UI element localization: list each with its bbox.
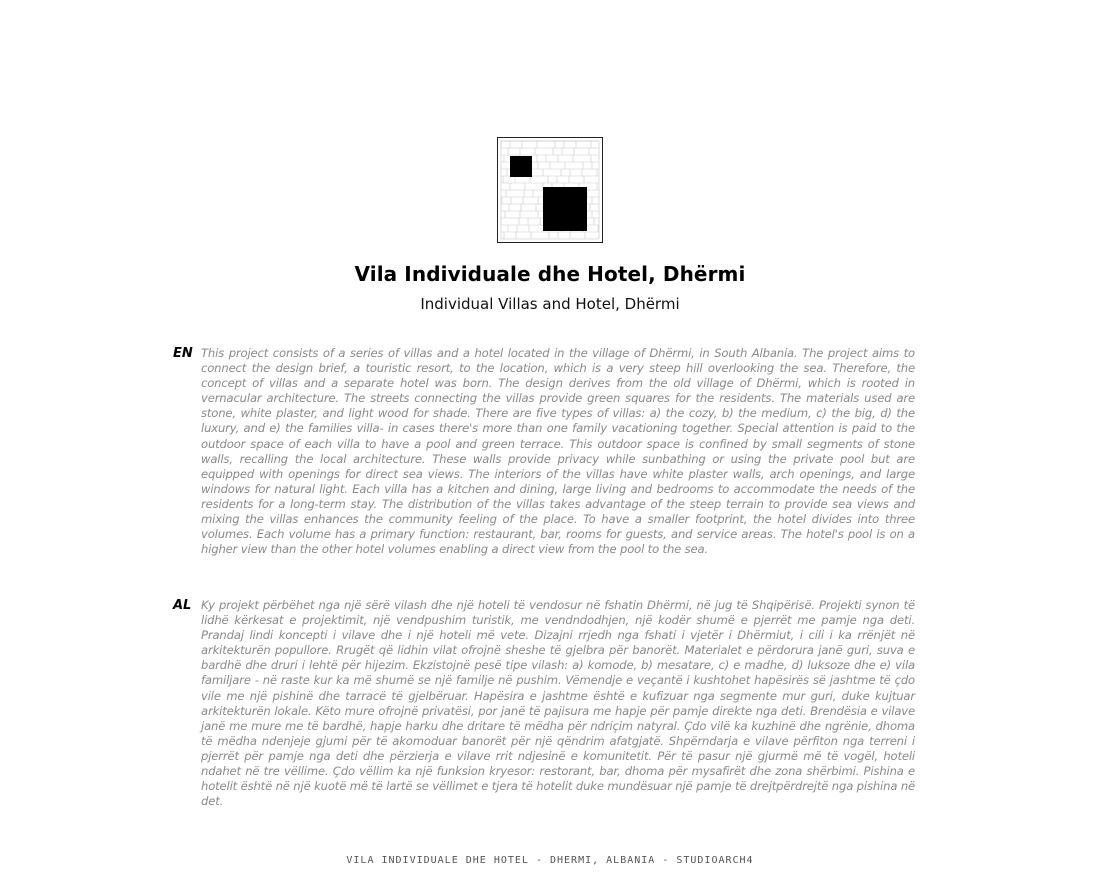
description-albanian: Ky projekt përbëhet nga një sërë vilash dhe një hoteli të vendosur në fshatin Dhërmi, në jug të Shqipërisë. Projekti synon të lidhë kërkesat e projektimit, një vendpushim turistik, me vendndodhjen, një kodër shumë e pjerrët me pamje nga deti. Prandaj lindi koncepti i vilave dhe i një hoteli më vete. Dizajni rrjedh nga fshati i vjetër i Dhërmiut, i cili i ka rrënjët në arkitekturën popullore. Rrugët që lidhin vilat ofrojnë sheshe të gjelbra për banorët. Materialet e përdorura janë guri, suva e bardhë dhe druri i lehtë për hijezim. Ekzistojnë pesë tipe vilash: a) komode, b) mesatare, c) e madhe, d) luksoze dhe e) vila familjare - në raste kur ka më shumë se një familje në pushim. Vëmendje e veçantë i kushtohet hapësirës së jashtme të çdo vile me një pishinë dhe tarracë të gjelbëruar. Hapësira e jashtme është e kufizuar nga segmente mur guri, duke kujtuar arkitekturën lokale. Këto mure ofrojnë privatësi, por janë të pajisura me hapje për pamje direkte nga deti. Brendësia e vilave janë me mure me të bardhë, hapje harku dhe dritare të mëdha për ndriçim natyral. Çdo vilë ka kuzhinë dhe ngrënie, dhoma të mëdha ndenjeje gjumi për të akomoduar banorët për një qëndrim afatgjatë. Shpërndarja e vilave përfiton nga terreni i pjerrët për pamje nga deti dhe përzierja e vilave rrit ndjesinë e komunitetit. Për të pasur një gjurmë më të vogël, hoteli ndahet në tre vëllime. Çdo vëllim ka një funksion kryesor: restorant, bar, dhoma për mysafirët dhe zona shërbimi. Pishina e hotelit është në një kuotë më të lartë se vëllimet e tjera të hotelit duke mundësuar një pamje të drejtpërdrejtë nga pishina në det. <box>201 598 915 809</box>
pattern-squares-logo-icon <box>497 137 603 243</box>
footer-caption: VILA INDIVIDUALE DHE HOTEL - DHERMI, ALBANIA - STUDIOARCH4 <box>346 855 754 866</box>
page-subtitle: Individual Villas and Hotel, Dhërmi <box>420 295 680 313</box>
section-albanian <box>173 598 915 809</box>
section-english <box>173 346 915 557</box>
description-english: This project consists of a series of villas and a hotel located in the village of Dhërmi, in South Albania. The project aims to connect the design brief, a touristic resort, to the location, which is a very steep hill overlooking the sea. Therefore, the concept of villas and a separate hotel was born. The design derives from the old village of Dhërmi, which is rooted in vernacular architecture. The streets connecting the villas provide green squares for the residents. The materials used are stone, white plaster, and light wood for shade. There are five types of villas: a) the cozy, b) the medium, c) the big, d) the luxury, and e) the families villa- in cases there's more than one family vacationing together. Special attention is paid to the outdoor space of each villa to have a pool and green terrace. This outdoor space is confined by small segments of stone walls, recalling the local architecture. These walls provide privacy while sunbathing or using the private pool but are equipped with openings for direct sea views. The interiors of the villas have white plaster walls, arch openings, and large windows for natural light. Each villa has a kitchen and dining, large living and bedrooms to accommodate the needs of the residents for a long-term stay. The distribution of the villas takes advantage of the steep terrain to provide sea views and mixing the villas enhances the community feeling of the place. To have a smaller footprint, the hotel divides into three volumes. Each volume has a primary function: restaurant, bar, rooms for guests, and service areas. The hotel's pool is on a higher view than the other hotel volumes enabling a direct view from the pool to the sea. <box>201 346 915 557</box>
language-label-al: AL <box>173 598 192 613</box>
language-label-en: EN <box>173 346 193 361</box>
page-title: Vila Individuale dhe Hotel, Dhërmi <box>354 262 746 286</box>
